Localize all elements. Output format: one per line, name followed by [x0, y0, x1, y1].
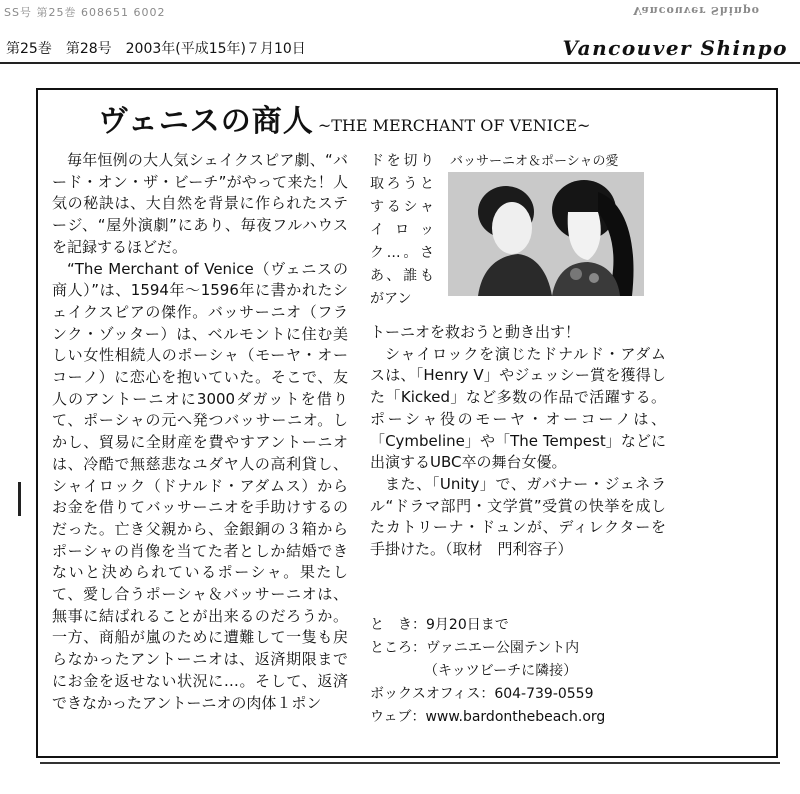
newspaper-masthead: Vancouver Shinpo: [562, 36, 788, 60]
cast-photo-drawing: [448, 172, 644, 296]
event-info: [370, 614, 605, 729]
margin-mark: [18, 482, 21, 516]
paragraph: “The Merchant of Venice（ヴェニスの商人）”は、1594年〜1596年に書かれたシェイクスピアの傑作。バッサーニオ（フランク・ゾッター）は、ベルモントに住む美しい女性相続人のポーシャ（モーヤ・オーコーノ）に恋心を抱いていた。そこで、友人のアントーニオに3000ダガットを借りて、ポーシャの元へ発つバッサーニオ。しかし、貿易に全財産を費やすアントーニオは、冷酷で無慈悲なユダヤ人の高利貸し、シャイロック（ドナルド・アダムス）からお金を借りてバッサーニオを手助けするのだった。亡き父親から、金銀銅の３箱からポーシャの肖像を当てた者としか結婚できないと決められているポーシャ。果たして、愛し合うポーシャ＆バッサーニオは、無事に結ばれることが出来るのだろうか。一方、商船が嵐のために遭難して一隻も戻らなかったアントーニオは、返済期限までにお金を返せない状況に…。そして、返済できなかったアントーニオの肉体１ポン: [52, 259, 348, 712]
paragraph: 毎年恒例の大人気シェイクスピア劇、“バード・オン・ザ・ビーチ”がやって来た！人気の秘訣は、大自然を背景に作られたステージ、“屋外演劇”にあり、毎夜フルハウスを記録するほどだ。: [52, 151, 348, 256]
faint-top-left-text: SS号 第25巻 608651 6002: [4, 6, 166, 19]
faint-top-right-text: Vancouver Shinpo: [633, 4, 760, 17]
paragraph-continued: トーニオを救おうと動き出す！: [370, 323, 581, 341]
info-place: ところ：ヴァニエー公園テント内: [370, 640, 580, 656]
info-box-office: ボックスオフィス：604-739-0559: [370, 686, 594, 702]
paragraph: シャイロックを演じたドナルド・アダムスは、「Henry V」やジェッシー賞を獲得した「Kicked」など多数の作品で活躍する。ポーシャ役のモーヤ・オーコーノは、「Cymbeline」や「The Tempest」などに出演するUBC卒の舞台女優。: [370, 344, 666, 472]
title-english: ~THE MERCHANT OF VENICE~: [317, 116, 591, 135]
info-website: ウェブ：www.bardonthebeach.org: [370, 709, 606, 725]
info-place-note: （キッツビーチに隣接）: [424, 663, 578, 679]
faint-top-bleed: [0, 0, 800, 22]
paragraph-continued: ドを切り取ろうとするシャイロック…。さあ、誰もがアン: [370, 153, 434, 307]
article-title: [98, 96, 590, 140]
header-rule: [0, 62, 800, 64]
frame-bottom-rule: [40, 762, 780, 764]
article-column-2-narrow: [370, 150, 434, 311]
photo-caption: バッサーニオ＆ポーシャの愛: [450, 154, 619, 169]
cast-photo: [448, 172, 644, 296]
article-column-1: [52, 150, 348, 714]
issue-info: 第25巻 第28号 2003年(平成15年)７月10日: [6, 41, 306, 57]
info-dates: と き：9月20日まで: [370, 617, 509, 633]
article-column-2: [370, 322, 666, 561]
paragraph: また、「Unity」で、ガバナー・ジェネラル“ドラマ部門・文学賞”受賞の快挙を成したカトリーナ・ドュンが、ディレクターを手掛けた。（取材 門利容子）: [370, 474, 666, 559]
title-japanese: ヴェニスの商人: [98, 104, 314, 139]
